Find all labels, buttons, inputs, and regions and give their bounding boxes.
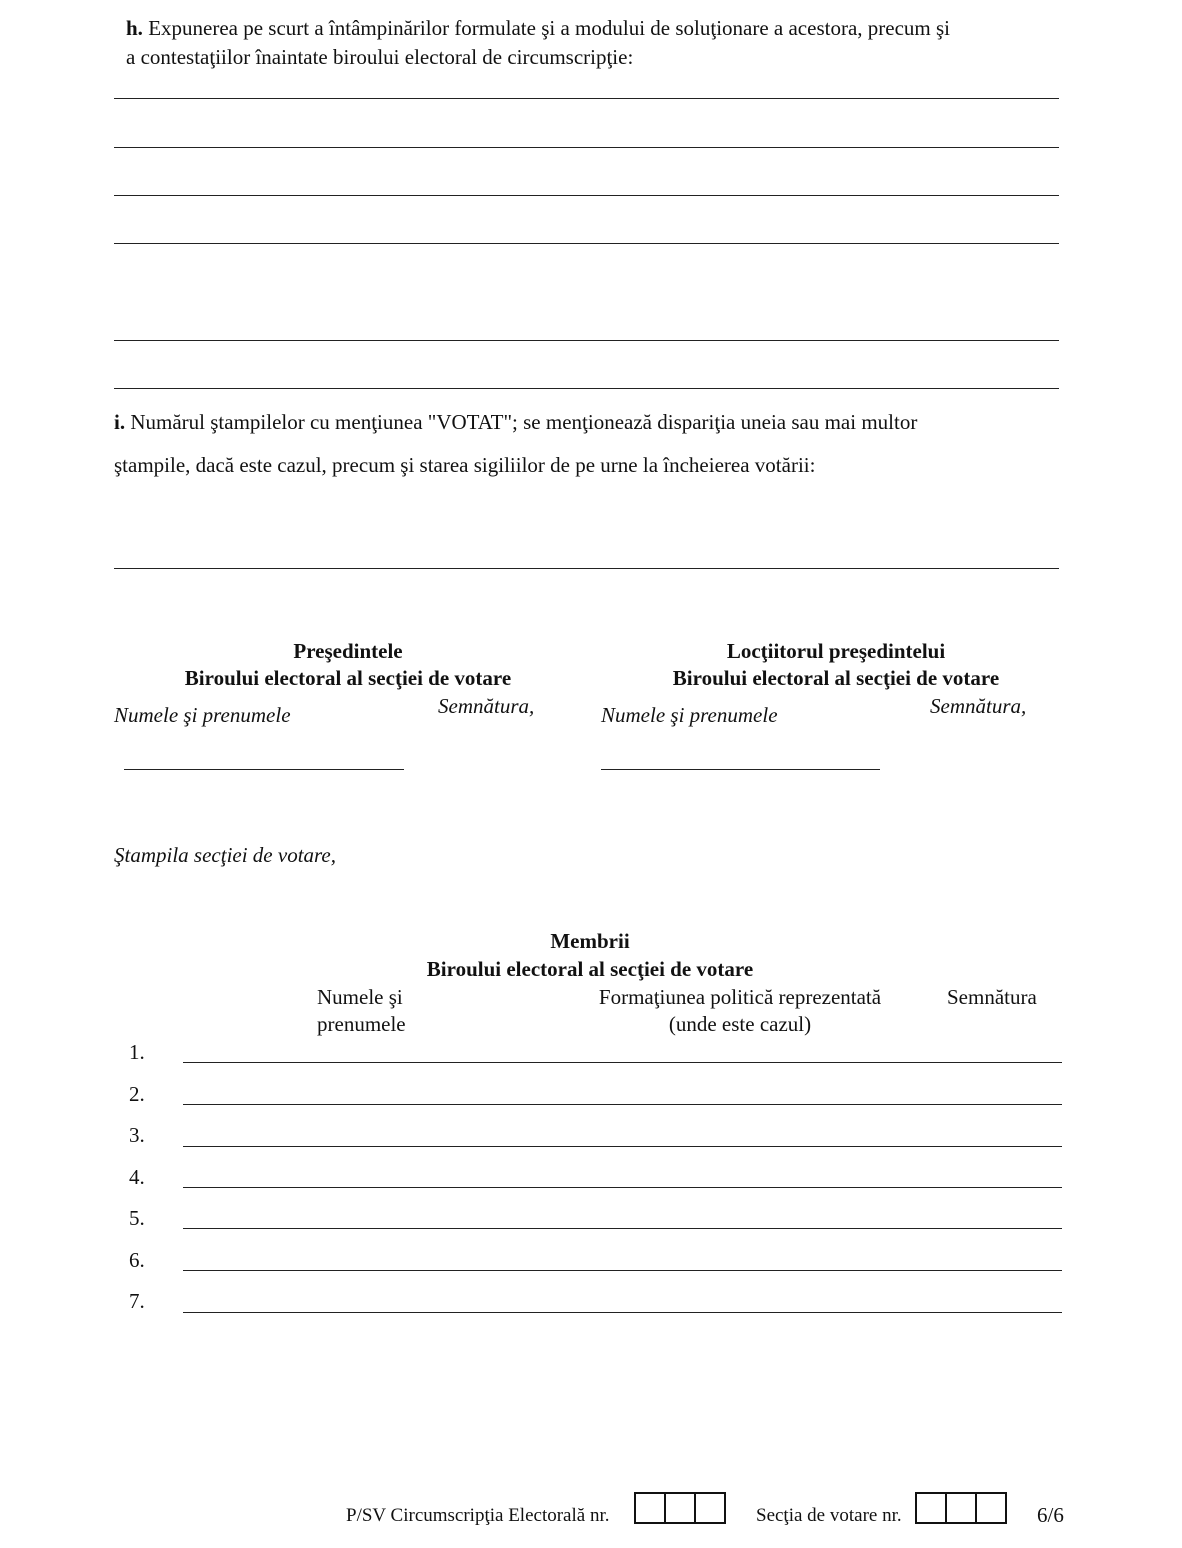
deputy-title2: Biroului electoral al secţiei de votare — [672, 666, 1000, 690]
section-h-line2: a contestaţiilor înaintate biroului electoral de circumscripţie: — [126, 45, 634, 69]
section-i-letter: i. — [114, 410, 126, 434]
answer-line-h-2 — [114, 147, 1059, 148]
deputy-title1: Locţiitorul preşedintelui — [726, 639, 946, 663]
member-row-number: 1. — [129, 1040, 145, 1064]
president-title2: Biroului electoral al secţiei de votare — [184, 666, 512, 690]
footer-section-label: Secţia de votare nr. — [756, 1505, 902, 1526]
section-h-line1 — [126, 15, 950, 41]
president-name-line — [124, 769, 404, 770]
answer-line-i-1 — [114, 568, 1059, 569]
section-h-letter: h. — [126, 16, 143, 40]
section-i-line1 — [114, 409, 917, 435]
circumscription-number-boxes — [634, 1492, 726, 1524]
footer-circumscription-label: P/SV Circumscripţia Electorală nr. — [346, 1505, 610, 1526]
deputy-name-line — [601, 769, 880, 770]
deputy-signature-label: Semnătura, — [930, 694, 1027, 718]
member-row-line — [183, 1187, 1062, 1188]
page-number: 6/6 — [1037, 1503, 1064, 1527]
members-title1: Membrii — [550, 929, 630, 953]
member-row-line — [183, 1270, 1062, 1271]
deputy-name-label: Numele şi prenumele — [601, 703, 778, 727]
members-col-party-1: Formaţiunea politică reprezentată — [598, 985, 882, 1009]
member-row-line — [183, 1146, 1062, 1147]
members-col-signature: Semnătura — [947, 985, 1037, 1009]
section-number-boxes — [915, 1492, 1007, 1524]
stamp-label: Ştampila secţiei de votare, — [114, 843, 336, 867]
member-row-number: 4. — [129, 1165, 145, 1189]
members-col-name-2: prenumele — [317, 1012, 406, 1036]
section-i-line2: ştampile, dacă este cazul, precum şi starea sigiliilor de pe urne la încheierea votării: — [114, 453, 816, 477]
section-h-text1: Expunerea pe scurt a întâmpinărilor formulate şi a modului de soluţionare a acestora, precum şi — [148, 16, 950, 40]
member-row-line — [183, 1228, 1062, 1229]
president-title1: Preşedintele — [293, 639, 403, 663]
member-row-number: 6. — [129, 1248, 145, 1272]
president-name-label: Numele şi prenumele — [114, 703, 291, 727]
answer-line-h-5 — [114, 340, 1059, 341]
answer-line-h-6 — [114, 388, 1059, 389]
answer-line-h-4 — [114, 243, 1059, 244]
member-row-line — [183, 1104, 1062, 1105]
answer-line-h-3 — [114, 195, 1059, 196]
president-signature-label: Semnătura, — [438, 694, 535, 718]
members-title2: Biroului electoral al secţiei de votare — [426, 957, 754, 981]
section-i-text1: Numărul ştampilelor cu menţiunea "VOTAT"; se menţionează dispariţia uneia sau mai multor — [130, 410, 918, 434]
members-col-party-2: (unde este cazul) — [668, 1012, 812, 1036]
member-row-number: 5. — [129, 1206, 145, 1230]
members-col-name-1: Numele şi — [317, 985, 403, 1009]
member-row-number: 2. — [129, 1082, 145, 1106]
member-row-line — [183, 1312, 1062, 1313]
member-row-number: 7. — [129, 1289, 145, 1313]
answer-line-h-1 — [114, 98, 1059, 99]
member-row-line — [183, 1062, 1062, 1063]
member-row-number: 3. — [129, 1123, 145, 1147]
